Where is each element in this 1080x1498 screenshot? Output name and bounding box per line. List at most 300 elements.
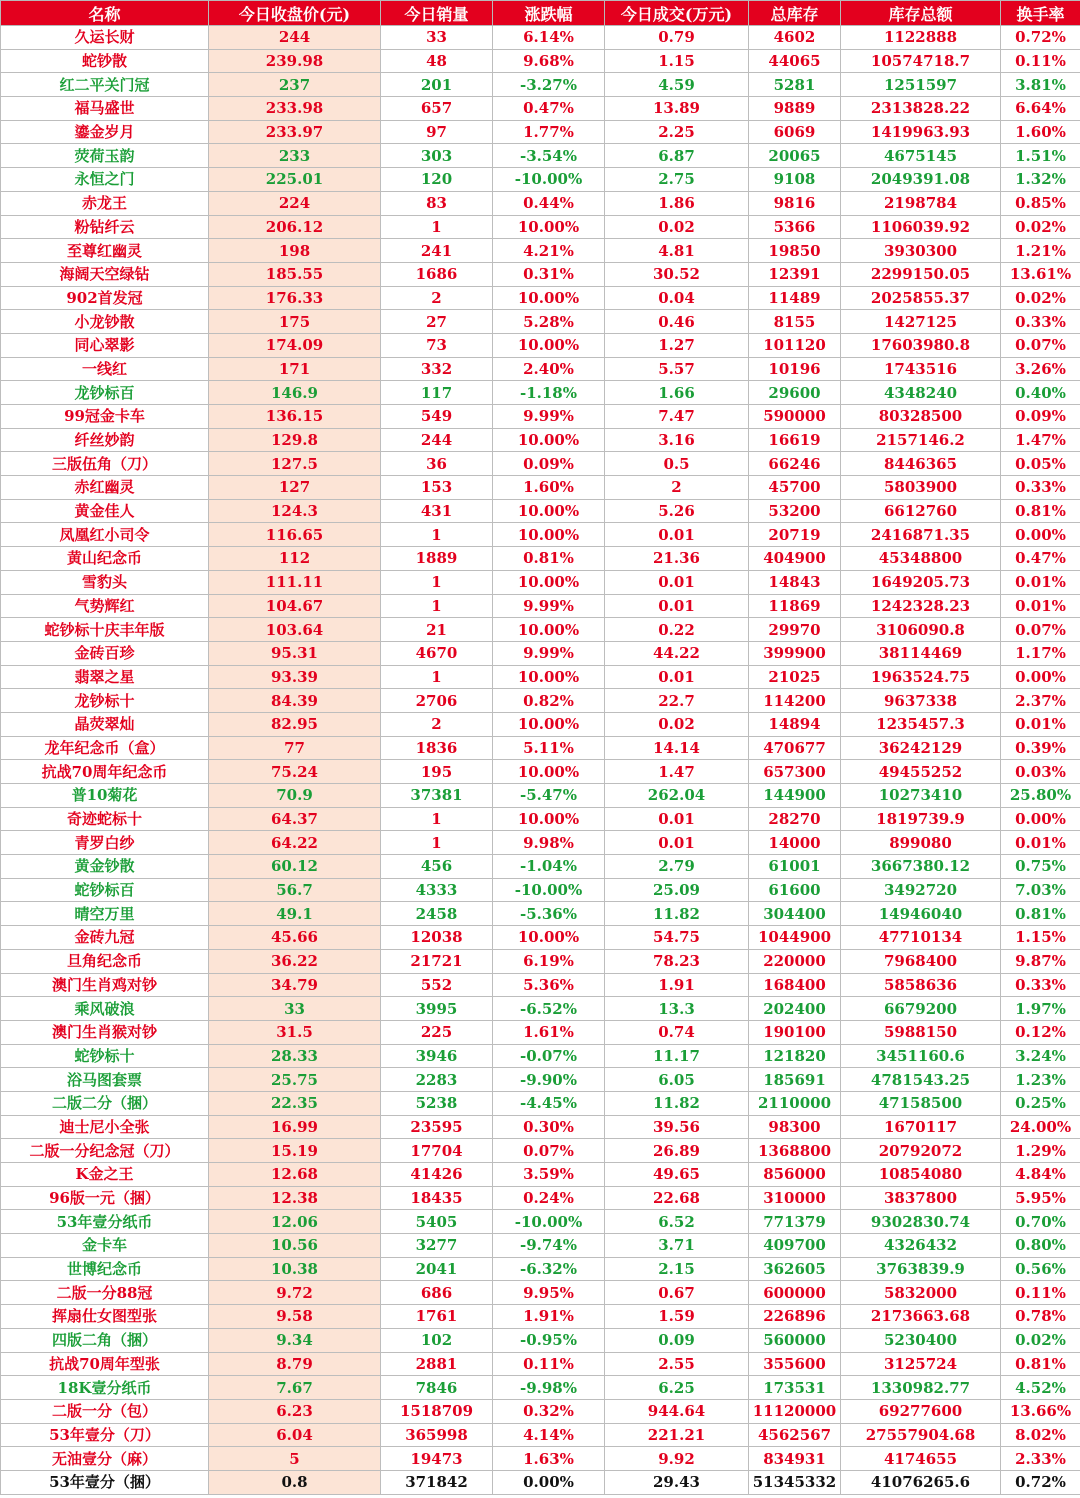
cell-turnover-amount: 4.59 (605, 73, 749, 97)
cell-name: 龙年纪念币（盒） (1, 736, 209, 760)
cell-change: 10.00% (493, 807, 605, 831)
cell-stock-value: 7968400 (841, 949, 1001, 973)
cell-stock-value: 1242328.23 (841, 594, 1001, 618)
cell-turnover-amount: 9.92 (605, 1447, 749, 1471)
cell-stock-value: 3451160.6 (841, 1044, 1001, 1068)
cell-close-price: 45.66 (209, 926, 381, 950)
cell-volume: 21 (381, 618, 493, 642)
cell-close-price: 93.39 (209, 665, 381, 689)
cell-name: 蛇钞散 (1, 49, 209, 73)
cell-turnover-amount: 0.02 (605, 712, 749, 736)
cell-stock-value: 4781543.25 (841, 1068, 1001, 1092)
cell-turnover-rate: 3.81% (1001, 73, 1080, 97)
cell-stock-value: 5988150 (841, 1020, 1001, 1044)
table-row (1, 1376, 1080, 1400)
cell-close-price: 176.33 (209, 286, 381, 310)
cell-turnover-rate: 0.56% (1001, 1257, 1080, 1281)
cell-stock-value: 2299150.05 (841, 262, 1001, 286)
cell-change: 0.47% (493, 97, 605, 121)
cell-name: 抗战70周年型张 (1, 1352, 209, 1376)
cell-stock-value: 6679200 (841, 997, 1001, 1021)
cell-name: 粉钻纤云 (1, 215, 209, 239)
cell-total-stock: 409700 (749, 1234, 841, 1258)
cell-volume: 48 (381, 49, 493, 73)
cell-turnover-amount: 6.05 (605, 1068, 749, 1092)
cell-turnover-rate: 0.80% (1001, 1234, 1080, 1258)
cell-turnover-rate: 4.52% (1001, 1376, 1080, 1400)
table-row (1, 476, 1080, 500)
cell-name: 53年壹分（捆） (1, 1470, 209, 1494)
cell-turnover-rate: 1.15% (1001, 926, 1080, 950)
cell-name: 龙钞标十 (1, 689, 209, 713)
cell-volume: 17704 (381, 1139, 493, 1163)
cell-change: 10.00% (493, 760, 605, 784)
cell-turnover-amount: 944.64 (605, 1399, 749, 1423)
cell-turnover-amount: 13.89 (605, 97, 749, 121)
cell-name: 凤凰红小司令 (1, 523, 209, 547)
cell-stock-value: 80328500 (841, 405, 1001, 429)
cell-turnover-amount: 26.89 (605, 1139, 749, 1163)
cell-volume: 365998 (381, 1423, 493, 1447)
header-total-stock: 总库存 (749, 1, 841, 26)
table-row (1, 878, 1080, 902)
cell-volume: 83 (381, 191, 493, 215)
cell-stock-value: 2049391.08 (841, 168, 1001, 192)
cell-name: 气势辉红 (1, 594, 209, 618)
cell-close-price: 198 (209, 239, 381, 263)
cell-turnover-rate: 0.11% (1001, 49, 1080, 73)
cell-turnover-amount: 1.86 (605, 191, 749, 215)
cell-turnover-rate: 6.64% (1001, 97, 1080, 121)
cell-change: 2.40% (493, 357, 605, 381)
cell-close-price: 174.09 (209, 333, 381, 357)
cell-turnover-amount: 44.22 (605, 641, 749, 665)
cell-total-stock: 20719 (749, 523, 841, 547)
cell-volume: 1 (381, 570, 493, 594)
cell-volume: 686 (381, 1281, 493, 1305)
cell-turnover-amount: 3.16 (605, 428, 749, 452)
cell-total-stock: 9108 (749, 168, 841, 192)
cell-change: -6.32% (493, 1257, 605, 1281)
cell-turnover-amount: 5.57 (605, 357, 749, 381)
cell-total-stock: 61001 (749, 855, 841, 879)
cell-change: 9.99% (493, 405, 605, 429)
cell-stock-value: 9302830.74 (841, 1210, 1001, 1234)
cell-stock-value: 4348240 (841, 381, 1001, 405)
cell-close-price: 70.9 (209, 784, 381, 808)
cell-change: 5.11% (493, 736, 605, 760)
cell-turnover-rate: 1.51% (1001, 144, 1080, 168)
cell-stock-value: 69277600 (841, 1399, 1001, 1423)
cell-total-stock: 8155 (749, 310, 841, 334)
cell-turnover-rate: 0.00% (1001, 665, 1080, 689)
cell-total-stock: 53200 (749, 499, 841, 523)
table-row (1, 807, 1080, 831)
cell-change: -9.98% (493, 1376, 605, 1400)
cell-close-price: 60.12 (209, 855, 381, 879)
cell-stock-value: 2416871.35 (841, 523, 1001, 547)
cell-name: 四版二角（捆） (1, 1328, 209, 1352)
cell-change: 9.98% (493, 831, 605, 855)
cell-name: 浴马图套票 (1, 1068, 209, 1092)
cell-change: 0.24% (493, 1186, 605, 1210)
cell-name: 赤红幽灵 (1, 476, 209, 500)
cell-name: 世博纪念币 (1, 1257, 209, 1281)
cell-total-stock: 4562567 (749, 1423, 841, 1447)
cell-turnover-rate: 0.00% (1001, 523, 1080, 547)
table-row (1, 1399, 1080, 1423)
cell-total-stock: 856000 (749, 1163, 841, 1187)
cell-change: -1.18% (493, 381, 605, 405)
cell-total-stock: 2110000 (749, 1091, 841, 1115)
header-row (1, 1, 1080, 26)
cell-name: 翡翠之星 (1, 665, 209, 689)
cell-change: 10.00% (493, 926, 605, 950)
cell-change: 9.95% (493, 1281, 605, 1305)
table-row (1, 1305, 1080, 1329)
cell-name: 18K壹分纸币 (1, 1376, 209, 1400)
cell-turnover-amount: 39.56 (605, 1115, 749, 1139)
cell-turnover-amount: 0.02 (605, 215, 749, 239)
cell-volume: 120 (381, 168, 493, 192)
cell-turnover-rate: 0.01% (1001, 712, 1080, 736)
cell-turnover-rate: 0.75% (1001, 855, 1080, 879)
cell-volume: 2283 (381, 1068, 493, 1092)
cell-stock-value: 49455252 (841, 760, 1001, 784)
table-row (1, 215, 1080, 239)
cell-turnover-rate: 0.07% (1001, 618, 1080, 642)
cell-turnover-amount: 0.01 (605, 594, 749, 618)
cell-volume: 303 (381, 144, 493, 168)
table-row (1, 120, 1080, 144)
cell-total-stock: 600000 (749, 1281, 841, 1305)
cell-volume: 1518709 (381, 1399, 493, 1423)
cell-close-price: 116.65 (209, 523, 381, 547)
cell-volume: 1686 (381, 262, 493, 286)
cell-total-stock: 5366 (749, 215, 841, 239)
cell-stock-value: 3763839.9 (841, 1257, 1001, 1281)
cell-change: -10.00% (493, 168, 605, 192)
cell-close-price: 239.98 (209, 49, 381, 73)
cell-name: K金之王 (1, 1163, 209, 1187)
cell-name: 旦角纪念币 (1, 949, 209, 973)
table-row (1, 452, 1080, 476)
cell-turnover-rate: 1.32% (1001, 168, 1080, 192)
table-row (1, 1163, 1080, 1187)
cell-turnover-amount: 1.47 (605, 760, 749, 784)
table-row (1, 1139, 1080, 1163)
cell-total-stock: 362605 (749, 1257, 841, 1281)
table-row (1, 381, 1080, 405)
cell-volume: 1 (381, 523, 493, 547)
cell-volume: 1761 (381, 1305, 493, 1329)
cell-close-price: 33 (209, 997, 381, 1021)
cell-turnover-rate: 1.47% (1001, 428, 1080, 452)
cell-close-price: 9.34 (209, 1328, 381, 1352)
cell-turnover-amount: 13.3 (605, 997, 749, 1021)
cell-name: 海阔天空绿钻 (1, 262, 209, 286)
cell-name: 蛇钞标百 (1, 878, 209, 902)
cell-turnover-rate: 4.84% (1001, 1163, 1080, 1187)
cell-change: 4.21% (493, 239, 605, 263)
cell-turnover-amount: 29.43 (605, 1470, 749, 1494)
cell-stock-value: 1419963.93 (841, 120, 1001, 144)
cell-stock-value: 3106090.8 (841, 618, 1001, 642)
cell-turnover-rate: 8.02% (1001, 1423, 1080, 1447)
cell-change: 0.00% (493, 1470, 605, 1494)
cell-name: 黄金钞散 (1, 855, 209, 879)
cell-close-price: 6.04 (209, 1423, 381, 1447)
cell-name: 一线红 (1, 357, 209, 381)
cell-stock-value: 27557904.68 (841, 1423, 1001, 1447)
table-row (1, 594, 1080, 618)
cell-turnover-amount: 11.17 (605, 1044, 749, 1068)
cell-turnover-rate: 0.78% (1001, 1305, 1080, 1329)
cell-turnover-rate: 0.02% (1001, 1328, 1080, 1352)
cell-turnover-rate: 1.17% (1001, 641, 1080, 665)
cell-stock-value: 36242129 (841, 736, 1001, 760)
table-row (1, 310, 1080, 334)
cell-volume: 1 (381, 831, 493, 855)
cell-stock-value: 1649205.73 (841, 570, 1001, 594)
cell-turnover-amount: 14.14 (605, 736, 749, 760)
cell-stock-value: 2025855.37 (841, 286, 1001, 310)
cell-turnover-amount: 54.75 (605, 926, 749, 950)
cell-name: 迪士尼小全张 (1, 1115, 209, 1139)
table-row (1, 191, 1080, 215)
cell-stock-value: 4174655 (841, 1447, 1001, 1471)
cell-change: 5.36% (493, 973, 605, 997)
cell-turnover-amount: 0.74 (605, 1020, 749, 1044)
cell-total-stock: 101120 (749, 333, 841, 357)
cell-change: 1.60% (493, 476, 605, 500)
cell-total-stock: 51345332 (749, 1470, 841, 1494)
cell-change: 0.44% (493, 191, 605, 215)
cell-turnover-amount: 21.36 (605, 547, 749, 571)
cell-stock-value: 47710134 (841, 926, 1001, 950)
table-row (1, 428, 1080, 452)
cell-close-price: 10.56 (209, 1234, 381, 1258)
cell-turnover-amount: 0.46 (605, 310, 749, 334)
cell-volume: 73 (381, 333, 493, 357)
cell-stock-value: 3492720 (841, 878, 1001, 902)
cell-name: 蛇钞标十庆丰年版 (1, 618, 209, 642)
cell-stock-value: 8446365 (841, 452, 1001, 476)
cell-turnover-rate: 13.61% (1001, 262, 1080, 286)
cell-turnover-amount: 1.66 (605, 381, 749, 405)
cell-total-stock: 12391 (749, 262, 841, 286)
cell-name: 永恒之门 (1, 168, 209, 192)
table-body (1, 26, 1080, 1495)
cell-change: 10.00% (493, 712, 605, 736)
table-row (1, 26, 1080, 50)
cell-close-price: 237 (209, 73, 381, 97)
cell-name: 纤丝妙韵 (1, 428, 209, 452)
cell-stock-value: 9637338 (841, 689, 1001, 713)
cell-volume: 431 (381, 499, 493, 523)
cell-turnover-rate: 24.00% (1001, 1115, 1080, 1139)
cell-turnover-rate: 0.09% (1001, 405, 1080, 429)
cell-turnover-rate: 0.33% (1001, 476, 1080, 500)
cell-close-price: 171 (209, 357, 381, 381)
cell-change: -3.54% (493, 144, 605, 168)
cell-change: -9.90% (493, 1068, 605, 1092)
cell-turnover-rate: 3.24% (1001, 1044, 1080, 1068)
cell-close-price: 9.58 (209, 1305, 381, 1329)
table-row (1, 1044, 1080, 1068)
table-row (1, 49, 1080, 73)
cell-name: 二版一分（包） (1, 1399, 209, 1423)
cell-close-price: 25.75 (209, 1068, 381, 1092)
cell-stock-value: 5858636 (841, 973, 1001, 997)
cell-turnover-rate: 1.97% (1001, 997, 1080, 1021)
cell-change: 0.32% (493, 1399, 605, 1423)
cell-total-stock: 226896 (749, 1305, 841, 1329)
cell-turnover-rate: 0.39% (1001, 736, 1080, 760)
table-row (1, 784, 1080, 808)
cell-volume: 33 (381, 26, 493, 50)
cell-total-stock: 14843 (749, 570, 841, 594)
cell-total-stock: 21025 (749, 665, 841, 689)
cell-close-price: 64.22 (209, 831, 381, 855)
cell-name: 鎏金岁月 (1, 120, 209, 144)
cell-close-price: 12.06 (209, 1210, 381, 1234)
cell-change: 1.91% (493, 1305, 605, 1329)
cell-change: 10.00% (493, 428, 605, 452)
cell-turnover-rate: 0.40% (1001, 381, 1080, 405)
cell-close-price: 36.22 (209, 949, 381, 973)
cell-total-stock: 560000 (749, 1328, 841, 1352)
cell-volume: 1 (381, 594, 493, 618)
cell-change: -0.95% (493, 1328, 605, 1352)
cell-change: 1.77% (493, 120, 605, 144)
cell-total-stock: 14000 (749, 831, 841, 855)
table-row (1, 712, 1080, 736)
cell-turnover-rate: 0.00% (1001, 807, 1080, 831)
cell-volume: 153 (381, 476, 493, 500)
cell-stock-value: 1106039.92 (841, 215, 1001, 239)
cell-turnover-rate: 1.29% (1001, 1139, 1080, 1163)
cell-total-stock: 11120000 (749, 1399, 841, 1423)
cell-turnover-amount: 0.01 (605, 807, 749, 831)
cell-name: 福马盛世 (1, 97, 209, 121)
cell-close-price: 6.23 (209, 1399, 381, 1423)
cell-volume: 332 (381, 357, 493, 381)
cell-turnover-amount: 0.5 (605, 452, 749, 476)
cell-volume: 23595 (381, 1115, 493, 1139)
cell-turnover-amount: 2.75 (605, 168, 749, 192)
cell-turnover-rate: 0.33% (1001, 310, 1080, 334)
cell-volume: 18435 (381, 1186, 493, 1210)
cell-turnover-amount: 0.22 (605, 618, 749, 642)
cell-turnover-amount: 0.09 (605, 1328, 749, 1352)
cell-total-stock: 98300 (749, 1115, 841, 1139)
table-row (1, 1328, 1080, 1352)
cell-close-price: 82.95 (209, 712, 381, 736)
cell-name: 青罗白纱 (1, 831, 209, 855)
table-row (1, 97, 1080, 121)
cell-turnover-rate: 0.02% (1001, 215, 1080, 239)
table-row (1, 144, 1080, 168)
table-row (1, 262, 1080, 286)
table-row (1, 618, 1080, 642)
cell-close-price: 103.64 (209, 618, 381, 642)
table-row (1, 997, 1080, 1021)
cell-close-price: 10.38 (209, 1257, 381, 1281)
cell-close-price: 233 (209, 144, 381, 168)
cell-total-stock: 590000 (749, 405, 841, 429)
cell-turnover-amount: 25.09 (605, 878, 749, 902)
cell-stock-value: 6612760 (841, 499, 1001, 523)
header-volume: 今日销量 (381, 1, 493, 26)
cell-turnover-rate: 7.03% (1001, 878, 1080, 902)
cell-volume: 244 (381, 428, 493, 452)
cell-turnover-amount: 0.01 (605, 523, 749, 547)
cell-turnover-amount: 6.25 (605, 1376, 749, 1400)
cell-turnover-amount: 0.01 (605, 570, 749, 594)
cell-turnover-amount: 2.25 (605, 120, 749, 144)
table-row (1, 831, 1080, 855)
cell-stock-value: 41076265.6 (841, 1470, 1001, 1494)
cell-name: 雪豹头 (1, 570, 209, 594)
cell-name: 三版伍角（刀） (1, 452, 209, 476)
cell-turnover-amount: 2.79 (605, 855, 749, 879)
cell-name: 二版一分88冠 (1, 1281, 209, 1305)
cell-close-price: 146.9 (209, 381, 381, 405)
cell-name: 二版二分（捆） (1, 1091, 209, 1115)
cell-turnover-amount: 5.26 (605, 499, 749, 523)
cell-total-stock: 771379 (749, 1210, 841, 1234)
cell-stock-value: 14946040 (841, 902, 1001, 926)
cell-turnover-amount: 6.52 (605, 1210, 749, 1234)
cell-total-stock: 66246 (749, 452, 841, 476)
cell-close-price: 34.79 (209, 973, 381, 997)
table-row (1, 1447, 1080, 1471)
cell-change: 9.99% (493, 594, 605, 618)
table-row (1, 736, 1080, 760)
cell-volume: 5238 (381, 1091, 493, 1115)
cell-total-stock: 28270 (749, 807, 841, 831)
table-row (1, 1115, 1080, 1139)
cell-name: 澳门生肖猴对钞 (1, 1020, 209, 1044)
cell-change: 0.07% (493, 1139, 605, 1163)
cell-total-stock: 5281 (749, 73, 841, 97)
table-row (1, 547, 1080, 571)
cell-total-stock: 121820 (749, 1044, 841, 1068)
cell-name: 二版一分纪念冠（刀） (1, 1139, 209, 1163)
cell-change: 6.19% (493, 949, 605, 973)
header-stock-value: 库存总额 (841, 1, 1001, 26)
cell-change: -5.36% (493, 902, 605, 926)
table-row (1, 523, 1080, 547)
cell-total-stock: 1368800 (749, 1139, 841, 1163)
table-row (1, 641, 1080, 665)
cell-close-price: 175 (209, 310, 381, 334)
cell-volume: 2041 (381, 1257, 493, 1281)
cell-name: 荧荷玉韵 (1, 144, 209, 168)
cell-name: 普10菊花 (1, 784, 209, 808)
cell-stock-value: 4326432 (841, 1234, 1001, 1258)
table-row (1, 499, 1080, 523)
cell-volume: 3946 (381, 1044, 493, 1068)
cell-turnover-amount: 22.68 (605, 1186, 749, 1210)
cell-turnover-rate: 0.05% (1001, 452, 1080, 476)
cell-name: 晶荧翠灿 (1, 712, 209, 736)
cell-close-price: 77 (209, 736, 381, 760)
cell-total-stock: 399900 (749, 641, 841, 665)
cell-total-stock: 304400 (749, 902, 841, 926)
cell-stock-value: 1235457.3 (841, 712, 1001, 736)
